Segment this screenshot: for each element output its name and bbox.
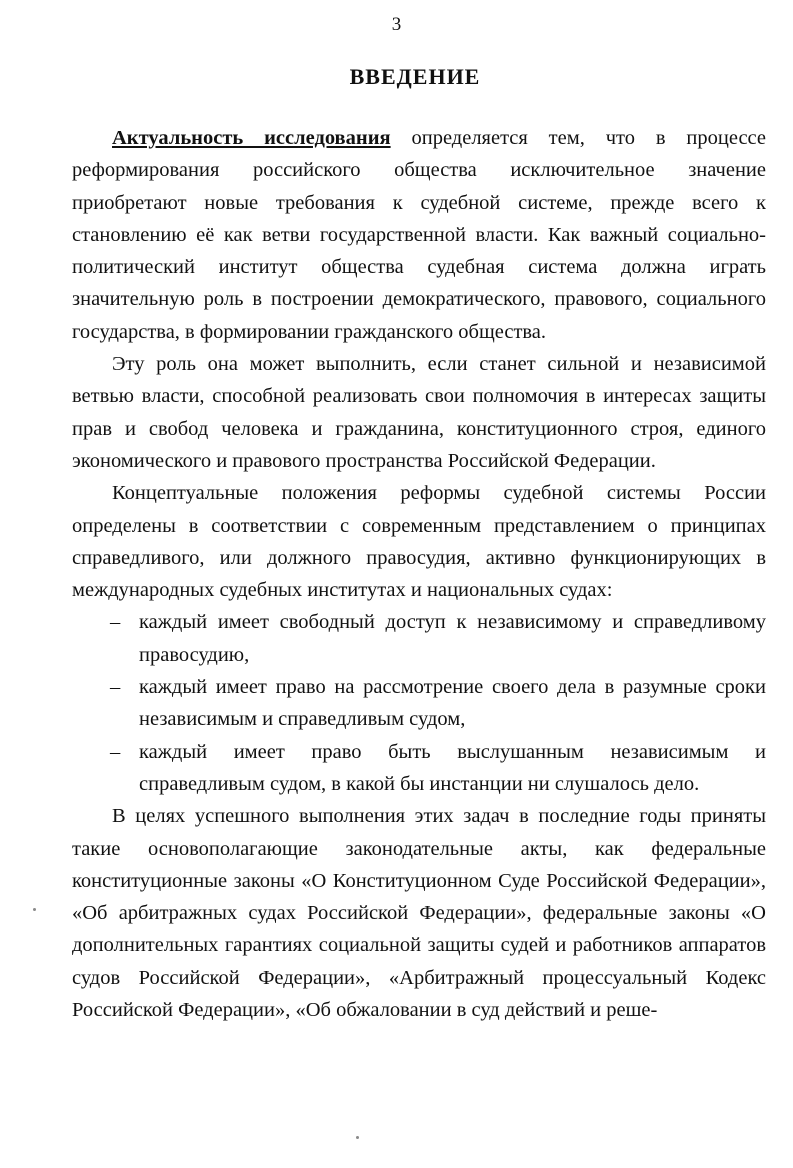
dash-marker: – (110, 676, 121, 699)
list-item-text: каждый имеет свободный доступ к независимому и справедливому правосудию, (139, 611, 766, 666)
section-heading: ВВЕДЕНИЕ (349, 64, 481, 89)
scan-speck (33, 908, 36, 911)
list-item (72, 736, 766, 801)
dash-marker: – (110, 740, 121, 763)
paragraph-legislation: В целях успешного выполнения этих задач в последние годы приняты такие основополагающие законодательные акты, как федеральные конституционные законы «О Конституционном Суде Российской Федерации», «Об арбитражных судах Российской Федерации», федеральные законы «О дополнительных гарантиях социальной защиты судей и работников аппаратов судов Российской Федерации», «Арбитражный процессуальный Кодекс Российской Федерации», «Об обжаловании в суд действий и реше- (72, 805, 766, 1022)
list-item-text: каждый имеет право быть выслушанным независимым и справедливым судом, в какой бы инстанции ни слушалось дело. (139, 740, 766, 795)
list-item (72, 671, 766, 736)
scan-speck (356, 1136, 359, 1139)
paragraph-text: определяется тем, что в процессе реформирования российского общества исключительное значение приобретают новые требования к судебной системе, прежде всего к становлению её как ветви государственной власти. Как важный социально-политический институт общества судебная система должна играть значительную роль в построении демократического, правового, социального государства, в формировании гражданского общества. (72, 127, 766, 343)
paragraph-role: Эту роль она может выполнить, если станет сильной и независимой ветвью власти, способной реализовать свои полномочия в интересах защиты прав и свобод человека и гражданина, конституционного строя, единого экономического и правового пространства Российской Федерации. (72, 353, 766, 472)
principles-list (72, 606, 766, 800)
paragraph-concept: Концептуальные положения реформы судебной системы России определены в соответствии с современным представлением о принципах справедливого, или должного правосудия, активно функционирующих в международных судебных институтах и национальных судах: (72, 482, 766, 602)
body-text (72, 122, 766, 1026)
list-item (72, 606, 766, 671)
dash-marker: – (110, 611, 121, 634)
lead-phrase: Актуальность исследования (112, 127, 391, 149)
paragraph-relevance (72, 122, 766, 348)
page-number: 3 (391, 14, 402, 35)
list-item-text: каждый имеет право на рассмотрение своего дела в разумные сроки независимым и справедливым судом, (139, 676, 766, 731)
